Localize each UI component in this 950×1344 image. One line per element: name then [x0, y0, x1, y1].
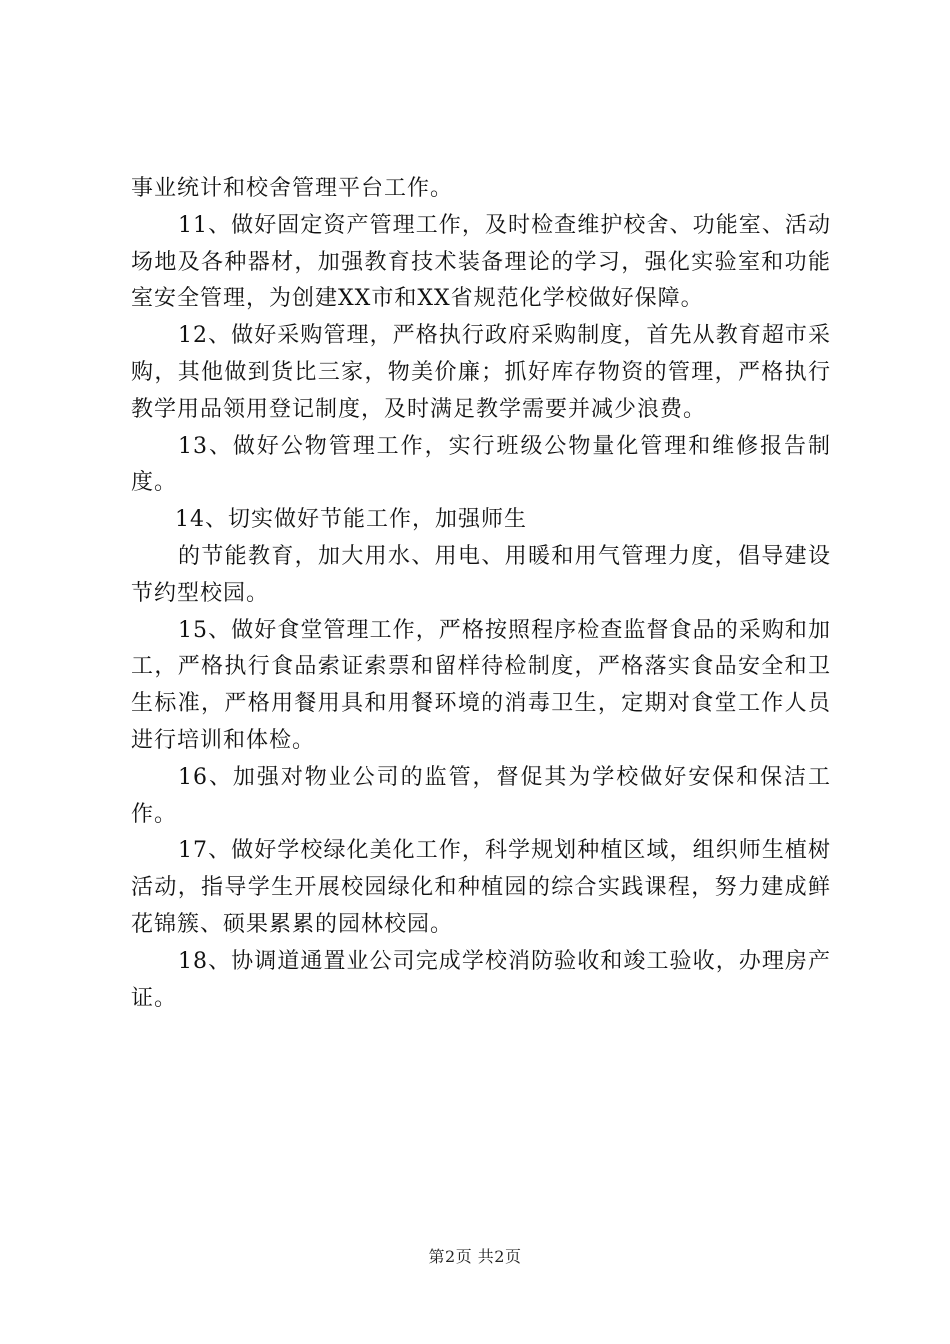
paragraph-item-14-rest: 的节能教育，加大用水、用电、用暖和用气管理力度，倡导建设节约型校园。	[131, 543, 831, 606]
paragraph-item-16: 16、加强对物业公司的监管，督促其为学校做好安保和保洁工作。	[131, 764, 831, 827]
page-footer	[0, 1244, 950, 1267]
paragraph-item-11: 11、做好固定资产管理工作，及时检查维护校舍、功能室、活动场地及各种器材，加强教育技术装备理论的学习，强化实验室和功能室安全管理，为创建XX市和XX省规范化学校做好保障。	[131, 212, 831, 312]
paragraph-item-17: 17、做好学校绿化美化工作，科学规划种植区域，组织师生植树活动，指导学生开展校园绿化和种植园的综合实践课程，努力建成鲜花锦簇、硕果累累的园林校园。	[131, 838, 831, 937]
paragraph-item-13: 13、做好公物管理工作，实行班级公物量化管理和维修报告制度。	[131, 433, 831, 496]
paragraph-item-18: 18、协调道通置业公司完成学校消防验收和竣工验收，办理房产证。	[131, 948, 831, 1011]
paragraph-item-12: 12、做好采购管理，严格执行政府采购制度，首先从教育超市采购，其他做到货比三家，物美价廉；抓好库存物资的管理，严格执行教学用品领用登记制度，及时满足教学需要并减少浪费。	[131, 323, 831, 422]
paragraph-item-14-first-line: 14、切实做好节能工作，加强师生	[175, 507, 527, 533]
paragraph-continuation: 事业统计和校舍管理平台工作。	[131, 176, 454, 201]
document-body	[131, 171, 831, 1017]
paragraph-item-15: 15、做好食堂管理工作，严格按照程序检查监督食品的采购和加工，严格执行食品索证索票和留样待检制度，严格落实食品安全和卫生标准，严格用餐用具和用餐环境的消毒卫生，定期对食堂工作人员进行培训和体检。	[131, 617, 831, 753]
page-number-label: 第2页 共2页	[428, 1247, 522, 1266]
